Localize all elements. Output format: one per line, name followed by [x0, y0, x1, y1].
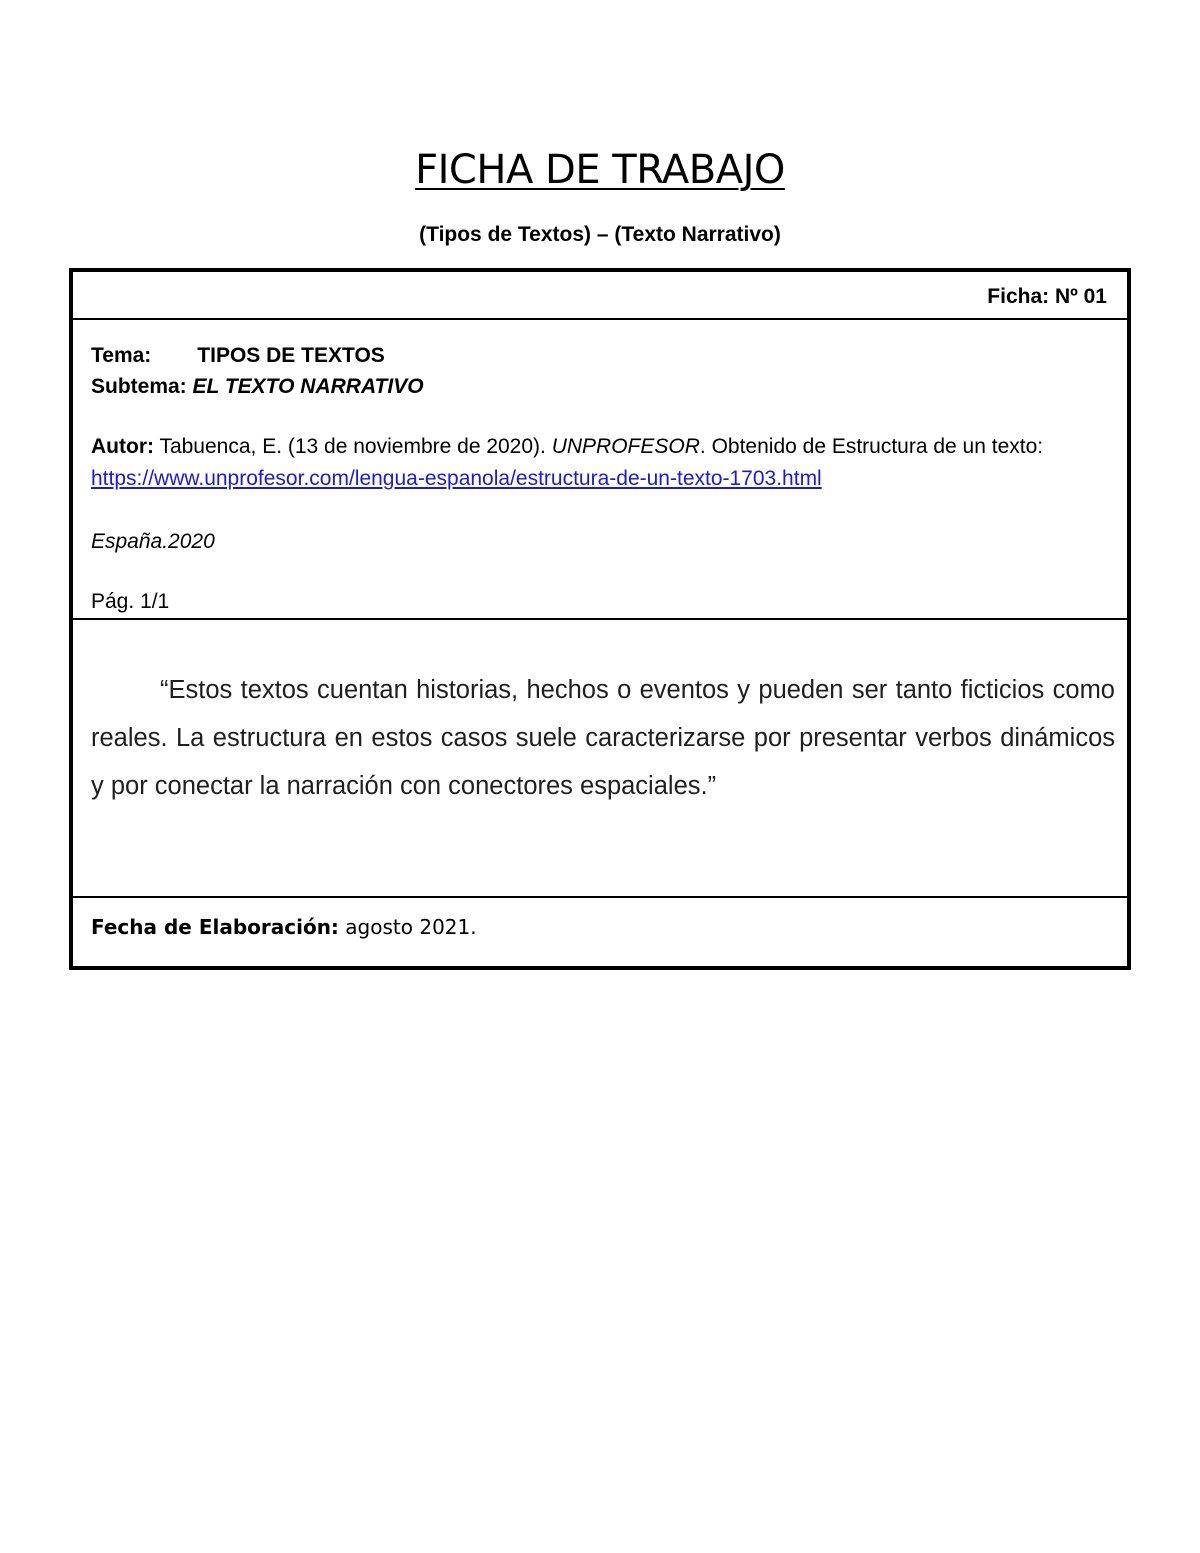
ficha-row: [73, 272, 1127, 320]
worksheet-card: [69, 268, 1131, 970]
subtema-line: [91, 371, 424, 403]
subtema-value: EL TEXTO NARRATIVO: [192, 375, 424, 398]
page-number: Pág. 1/1: [91, 590, 170, 613]
quote-text: “Estos textos cuentan historias, hechos o eventos y pueden ser tanto ficticios como reales. La estructura en estos casos suele caracterizarse por presentar verbos dinámicos y por conectar la narración con conectores espaciales.”: [91, 676, 1115, 800]
fecha-section: [73, 898, 1127, 966]
ficha-number: Ficha: Nº 01: [987, 285, 1107, 308]
quote-section: [73, 620, 1127, 898]
fecha-line: [91, 912, 477, 942]
tema-label: Tema:: [91, 344, 152, 367]
page-title: FICHA DE TRABAJO: [415, 147, 785, 193]
tema-line: [91, 340, 385, 372]
page-subtitle: (Tipos de Textos) – (Texto Narrativo): [419, 223, 781, 246]
autor-label: Autor:: [91, 435, 154, 458]
autor-source: UNPROFESOR: [551, 435, 700, 458]
autor-url-link[interactable]: https://www.unprofesor.com/lengua-espanola/estructura-de-un-texto-1703.html: [91, 467, 822, 490]
country-year: España.2020: [91, 530, 215, 553]
metadata-section: [73, 320, 1127, 620]
fecha-label: Fecha de Elaboración:: [91, 915, 339, 939]
tema-value: TIPOS DE TEXTOS: [197, 344, 385, 367]
autor-obtained: . Obtenido de Estructura de un texto:: [699, 435, 1044, 458]
autor-citation: [91, 431, 1111, 495]
autor-reference: Tabuenca, E. (13 de noviembre de 2020).: [159, 435, 546, 458]
fecha-value: agosto 2021.: [345, 915, 477, 939]
subtema-label: Subtema:: [91, 375, 187, 398]
